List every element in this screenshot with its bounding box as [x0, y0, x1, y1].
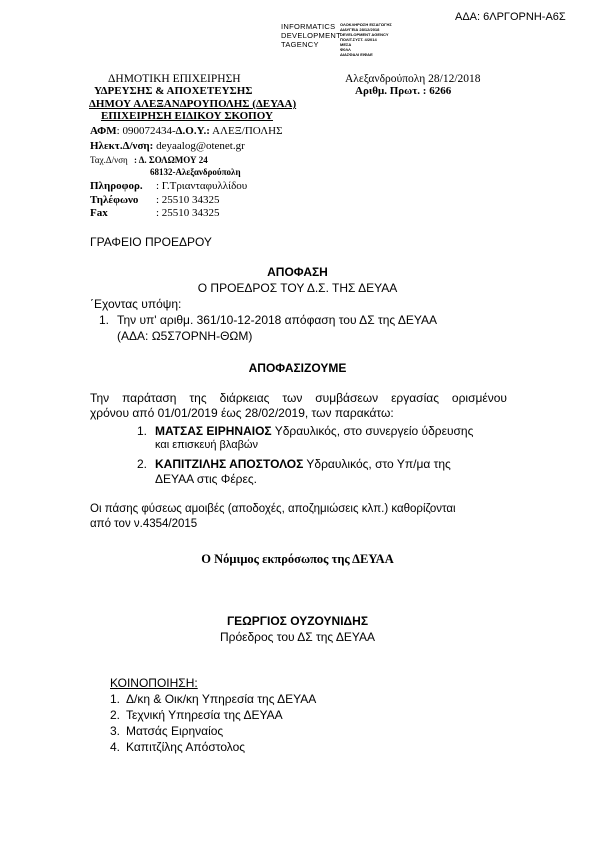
protocol-number — [355, 85, 451, 97]
stamp-text — [340, 22, 392, 57]
notification-item-text: Καπιτζίλης Απόστολος — [126, 740, 246, 754]
paragraph-2-line-2: από τον ν.4354/2015 — [90, 518, 198, 530]
email-label: Ηλεκτ.Δ/νση: — [90, 140, 154, 152]
email-line — [90, 140, 245, 152]
phone-line — [90, 194, 220, 206]
address-line — [90, 155, 208, 165]
person-1-description-2: και επισκευή βλαβών — [155, 439, 258, 451]
org-line-4: ΕΠΙΧΕΙΡΗΣΗ ΕΙΔΙΚΟΥ ΣΚΟΠΟΥ — [101, 110, 273, 122]
info-line — [90, 180, 247, 192]
email-value: deyaalog@otenet.gr — [153, 140, 245, 152]
person-2-description: Υδραυλικός, στο Υπ/μα της — [303, 457, 451, 471]
address-label: Ταχ.Δ/νση — [90, 155, 128, 165]
person-1-name: ΜΑΤΣΑΣ ΕΙΡΗΝΑΙΟΣ — [155, 424, 272, 438]
notification-item — [110, 692, 316, 708]
notification-item-text: Ματσάς Ειρηναίος — [126, 724, 224, 738]
decision-subtitle: Ο ΠΡΟΕΔΡΟΣ ΤΟΥ Δ.Σ. ΤΗΣ ΔΕΥΑΑ — [197, 281, 398, 295]
paragraph-1-line-1: Την παράταση της διάρκειας των συμβάσεων εργασίας ορισμένου — [90, 391, 507, 405]
considering-label: ΄Εχοντας υπόψη: — [90, 297, 182, 311]
stamp-line: ΔΙΑΣΦΑΛΙ ΕΙΦΑΕ — [340, 52, 373, 57]
person-1-line — [155, 424, 507, 438]
notification-item — [110, 724, 316, 740]
notification-item-number: 4. — [110, 740, 121, 754]
notification-list — [110, 692, 316, 756]
stamp-line: Φ0ΛΛ — [340, 47, 351, 52]
org-line-1: ΔΗΜΟΤΙΚΗ ΕΠΙΧΕΙΡΗΣΗ — [108, 73, 241, 85]
address-street: : Δ. ΣΟΛΩΜΟΥ 24 — [134, 155, 208, 165]
person-1-number: 1. — [137, 424, 148, 438]
stamp-line: DEVELOPMENT AGENCY — [340, 32, 389, 37]
consideration-text: Την υπ' αριθμ. 361/10-12-2018 απόφαση του ΔΣ της ΔΕΥΑΑ — [117, 313, 437, 327]
address-city: 68132-Αλεξανδρούπολη — [150, 167, 241, 177]
person-2-line — [155, 457, 507, 471]
protocol-value: 6266 — [429, 85, 452, 97]
afm-value: : 090072434- — [116, 125, 176, 137]
person-1-description: Υδραυλικός, στο συνεργείο ύδρευσης — [271, 424, 474, 438]
person-2-name: ΚΑΠΙΤΖΙΛΗΣ ΑΠΟΣΤΟΛΟΣ — [155, 457, 304, 471]
notification-title: ΚΟΙΝΟΠΟΙΗΣΗ: — [110, 676, 198, 690]
signatory-name: ΓΕΩΡΓΙΟΣ ΟΥΖΟΥΝΙΔΗΣ — [226, 614, 369, 628]
notification-item-number: 1. — [110, 692, 121, 706]
stamp-line: ΜΕΣΑ — [340, 42, 352, 47]
person-2-number: 2. — [137, 457, 148, 471]
paragraph-2-line-1: Οι πάσης φύσεως αμοιβές (αποδοχές, αποζημιώσεις κλπ.) καθορίζονται — [90, 503, 456, 515]
decision-title: ΑΠΟΦΑΣΗ — [267, 265, 328, 279]
ada-code: ΑΔΑ: 6ΛΡΓΟΡΝΗ-Α6Σ — [455, 11, 566, 23]
doy-label: Δ.Ο.Υ.: — [175, 125, 210, 137]
document-date: Αλεξανδρούπολη 28/12/2018 — [345, 73, 481, 85]
person-2-description-2: ΔΕΥΑΑ στις Φέρες. — [155, 472, 257, 486]
notification-item-number: 2. — [110, 708, 121, 722]
logo-line: DEVELOPMENT — [281, 31, 341, 40]
notification-item-number: 3. — [110, 724, 121, 738]
afm-line — [90, 125, 283, 137]
informatics-logo — [281, 22, 341, 49]
consideration-number: 1. — [99, 313, 110, 327]
notification-item — [110, 740, 316, 756]
org-line-3: ΔΗΜΟΥ ΑΛΕΞΑΝΔΡΟΥΠΟΛΗΣ (ΔΕΥΑΑ) — [89, 98, 297, 110]
info-label: Πληροφορ. — [90, 180, 143, 192]
notification-item — [110, 708, 316, 724]
protocol-label: Αριθμ. Πρωτ. : — [355, 85, 427, 97]
fax-value: : 25510 34325 — [156, 207, 220, 219]
logo-line: INFORMATICS — [281, 22, 336, 31]
stamp-line: ΟΛΟΚΛΗΡΩΣΗ ΕΙΣΑΓΩΓΗΣ — [340, 22, 392, 27]
consideration-ada: (ΑΔΑ: Ω5Σ7ΟΡΝΗ-ΘΩΜ) — [117, 329, 253, 343]
info-value: : Γ.Τριανταφυλλίδου — [156, 180, 248, 192]
phone-label: Τηλέφωνο — [90, 194, 139, 206]
doy-value: ΑΛΕΞ/ΠΟΛΗΣ — [209, 125, 283, 137]
notification-item-text: Δ/κη & Οικ/κη Υπηρεσία της ΔΕΥΑΑ — [126, 692, 317, 706]
fax-line — [90, 207, 220, 219]
decide-heading: ΑΠΟΦΑΣΙΖΟΥΜΕ — [248, 361, 347, 375]
office-title: ΓΡΑΦΕΙΟ ΠΡΟΕΔΡΟΥ — [90, 235, 212, 249]
notification-item-text: Τεχνική Υπηρεσία της ΔΕΥΑΑ — [126, 708, 283, 722]
afm-label: ΑΦΜ — [90, 125, 117, 137]
org-line-2: ΥΔΡΕΥΣΗΣ & ΑΠΟΧΕΤΕΥΣΗΣ — [94, 85, 253, 97]
stamp-line: ΠΟΛΙΤ.ΣΥΣΤ. 4/2014 — [340, 37, 377, 42]
paragraph-1-line-2: χρόνου από 01/01/2019 έως 28/02/2019, των παρακάτω: — [90, 406, 394, 420]
logo-line: TAGENCY — [281, 40, 319, 49]
phone-value: : 25510 34325 — [156, 194, 220, 206]
stamp-line: ΔΙΑΥΓΕΙΑ 28/12/2018 — [340, 27, 380, 32]
signatory-role: Πρόεδρος του ΔΣ της ΔΕΥΑΑ — [219, 630, 376, 644]
fax-label: Fax — [90, 207, 108, 219]
legal-representative: Ο Νόμιμος εκπρόσωπος της ΔΕΥΑΑ — [201, 552, 394, 566]
